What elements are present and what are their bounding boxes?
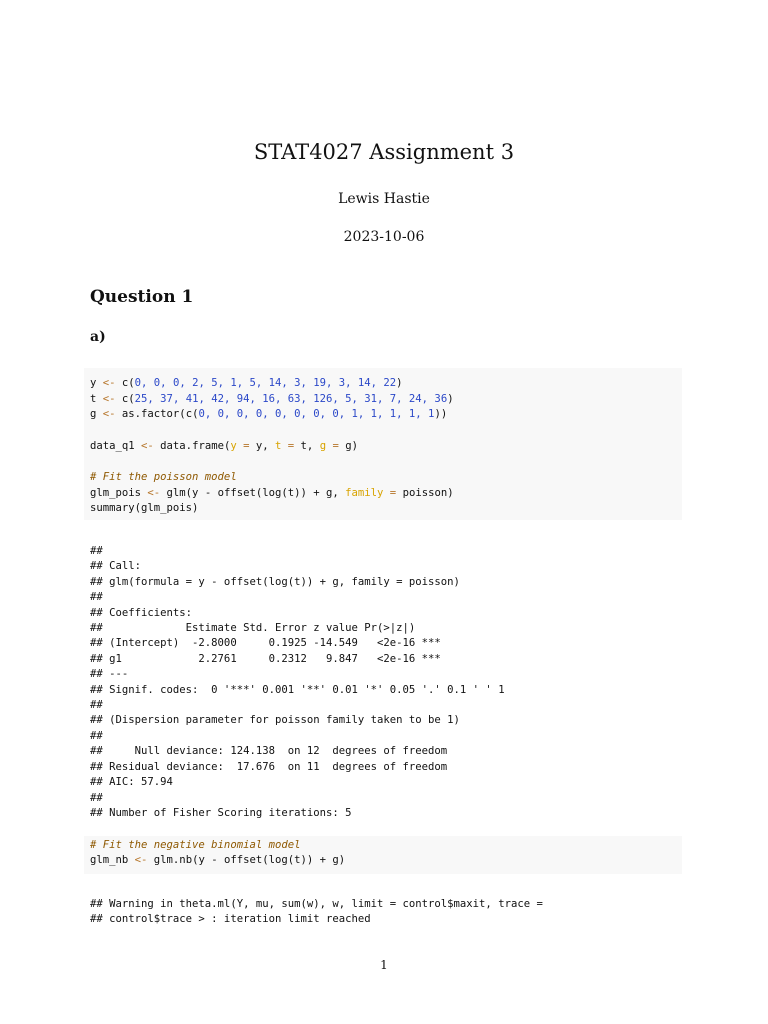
output-line: ## control$trace > : iteration limit reached: [90, 913, 371, 926]
code-argument: t: [275, 440, 282, 452]
code-operator: =: [281, 440, 301, 452]
code-token: as.factor(c(: [115, 408, 199, 420]
code-argument: family: [345, 487, 384, 499]
output-line: ## g1 2.2761 0.2312 9.847 <2e-16 ***: [90, 652, 441, 665]
output-line: ## Number of Fisher Scoring iterations: 5: [90, 806, 352, 819]
code-operator: <-: [102, 408, 116, 420]
r-output-1: [90, 544, 505, 821]
code-numbers: 25, 37, 41, 42, 94, 16, 63, 126, 5, 31, 7, 24, 36: [134, 393, 448, 405]
r-output-2: [90, 897, 543, 928]
code-token: g): [345, 440, 358, 452]
document-author: Lewis Hastie: [338, 191, 430, 207]
output-line: ## Null deviance: 124.138 on 12 degrees of freedom: [90, 745, 448, 758]
code-line-t: [90, 392, 454, 407]
document-title: STAT4027 Assignment 3: [253, 140, 515, 164]
code-operator: <-: [102, 377, 116, 389]
output-line: ## glm(formula = y - offset(log(t)) + g, family = poisson): [90, 575, 460, 588]
code-comment-poisson: # Fit the poisson model: [90, 471, 237, 483]
output-line: ## Estimate Std. Error z value Pr(>|z|): [90, 622, 416, 635]
code-token: glm(y - offset(log(t)) + g,: [160, 487, 346, 499]
code-token: t: [90, 393, 103, 405]
code-operator: =: [383, 487, 403, 499]
code-comment-negbin: # Fit the negative binomial model: [90, 839, 301, 851]
output-line: ##: [90, 545, 103, 557]
code-token: data_q1: [90, 440, 142, 452]
code-argument: g: [319, 440, 327, 452]
code-argument: y: [230, 440, 237, 452]
code-token: g: [90, 408, 103, 420]
code-token: ): [396, 377, 403, 389]
code-token: y,: [255, 440, 276, 452]
code-numbers: 0, 0, 0, 0, 0, 0, 0, 0, 1, 1, 1, 1, 1: [198, 408, 435, 420]
output-line: ## Signif. codes: 0 '***' 0.001 '**' 0.01 '*' 0.05 '.' 0.1 ' ' 1: [90, 683, 505, 696]
code-line-glm-nb: [90, 853, 345, 868]
output-line: ##: [90, 699, 103, 712]
code-token: t,: [300, 440, 320, 452]
output-line: ## ---: [90, 668, 129, 681]
code-operator: <-: [134, 854, 148, 866]
code-token: c(: [115, 377, 135, 389]
page-number: 1: [380, 958, 388, 972]
code-line-g: [90, 407, 447, 422]
code-line-dataframe: [90, 439, 358, 454]
output-line: ## Residual deviance: 17.676 on 11 degrees of freedom: [90, 760, 448, 773]
output-line: ## (Intercept) -2.8000 0.1925 -14.549 <2e-16 ***: [90, 637, 441, 650]
code-token: )): [434, 408, 448, 420]
output-line: ## Warning in theta.ml(Y, mu, sum(w), w, limit = control$maxit, trace =: [90, 898, 543, 910]
code-operator: <-: [102, 393, 116, 405]
code-operator: =: [236, 440, 256, 452]
code-operator: <-: [147, 487, 161, 499]
code-numbers: 0, 0, 0, 2, 5, 1, 5, 14, 3, 19, 3, 14, 22: [134, 377, 397, 389]
code-line-summary: summary(glm_pois): [90, 502, 199, 514]
output-line: ## Coefficients:: [90, 606, 193, 619]
code-token: glm_nb: [90, 854, 135, 866]
code-token: data.frame(: [153, 440, 231, 452]
code-operator: <-: [141, 440, 154, 452]
question-heading: Question 1: [90, 287, 194, 307]
output-line: ## (Dispersion parameter for poisson family taken to be 1): [90, 714, 460, 727]
output-line: ## AIC: 57.94: [90, 776, 173, 789]
document-date: 2023-10-06: [343, 229, 425, 245]
code-token: ): [447, 393, 454, 405]
output-line: ##: [90, 591, 103, 604]
output-line: ##: [90, 729, 103, 742]
output-line: ## Call:: [90, 560, 142, 573]
code-token: y: [90, 377, 103, 389]
part-heading: a): [90, 329, 106, 345]
code-token: glm.nb(y - offset(log(t)) + g): [147, 854, 346, 866]
code-token: poisson): [402, 487, 454, 499]
code-token: glm_pois: [90, 487, 148, 499]
code-operator: =: [326, 440, 346, 452]
output-line: ##: [90, 791, 103, 804]
code-line-y: [90, 376, 403, 391]
code-token: c(: [115, 393, 135, 405]
code-line-glm-pois: [90, 486, 454, 501]
